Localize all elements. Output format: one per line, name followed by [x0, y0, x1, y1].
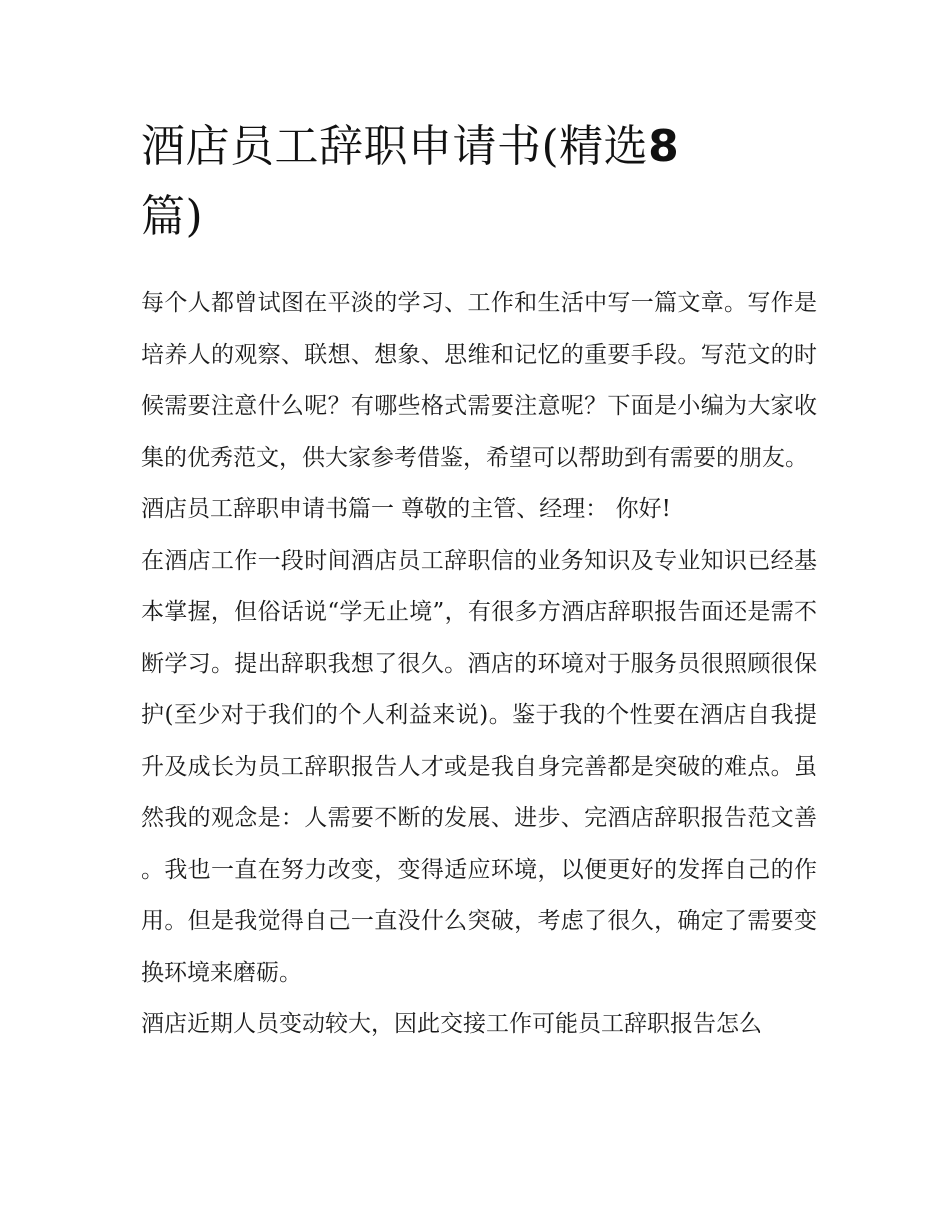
title-end: 篇) — [141, 191, 204, 242]
title-main: 酒店员工辞职申请书(精选 — [141, 121, 649, 172]
title-number: 8 — [648, 121, 680, 172]
document-body — [141, 278, 817, 1051]
intro-paragraph: 每个人都曾试图在平淡的学习、工作和生活中写一篇文章。写作是培养人的观察、联想、想象、思维和记忆的重要手段。写范文的时候需要注意什么呢？有哪些格式需要注意呢？下面是小编为大家收集的优秀范文，供大家参考借鉴，希望可以帮助到有需要的朋友。 — [141, 290, 817, 471]
letter-heading-paragraph: 酒店员工辞职申请书篇一 尊敬的主管、经理： 你好! — [141, 496, 671, 522]
letter-continuation-paragraph: 酒店近期人员变动较大，因此交接工作可能员工辞职报告怎么 — [141, 1011, 762, 1037]
letter-body-paragraph: 在酒店工作一段时间酒店员工辞职信的业务知识及专业知识已经基本掌握，但俗话说“学无止境”，有很多方酒店辞职报告面还是需不断学习。提出辞职我想了很久。酒店的环境对于服务员很照顾很保护(至少对于我们的个人利益来说)。鉴于我的个性要在酒店自我提升及成长为员工辞职报告人才或是我自身完善都是突破的难点。虽然我的观念是：人需要不断的发展、进步、完酒店辞职报告范文善。我也一直在努力改变，变得适应环境，以便更好的发挥自己的作用。但是我觉得自己一直没什么突破，考虑了很久，确定了需要变换环境来磨砺。 — [141, 547, 817, 986]
document-title — [141, 112, 781, 252]
